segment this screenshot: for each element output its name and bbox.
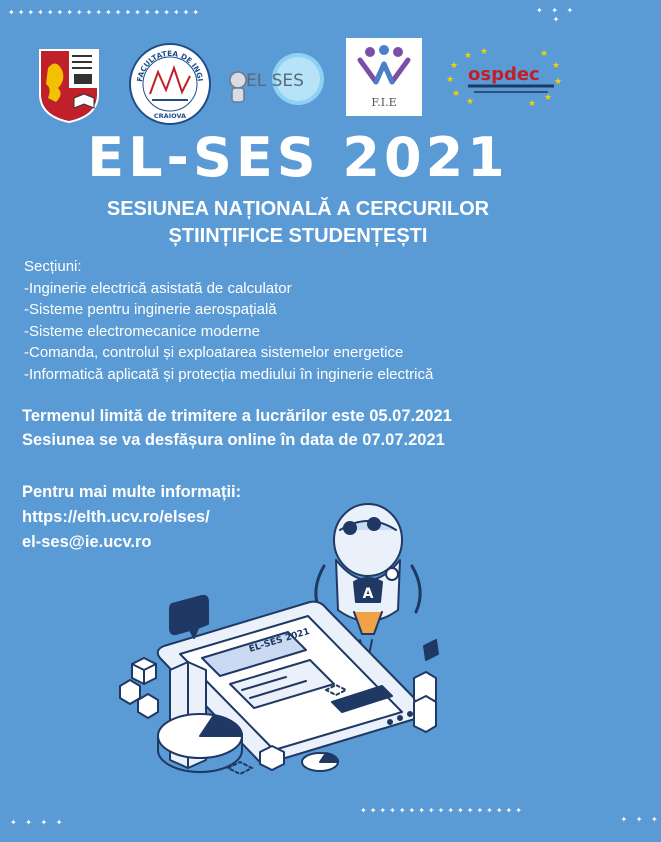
elses-logo [226, 52, 326, 113]
svg-text:★: ★ [528, 98, 537, 108]
section-item: -Informatică aplicată și protecția mediului în inginerie electrică [24, 365, 434, 383]
svg-text:★: ★ [464, 50, 473, 60]
svg-text:★: ★ [544, 92, 553, 102]
fie-logo-text: F.I.E [371, 96, 397, 109]
robot-smartphone-illustration [110, 500, 440, 800]
university-crest-logo [38, 48, 100, 129]
small-pie-icon [302, 753, 338, 771]
faculty-seal-logo [128, 42, 212, 131]
svg-text:★: ★ [446, 74, 455, 84]
faculty-seal-text: FACULTATEA DE INGI [135, 48, 205, 83]
section-item: -Sisteme pentru inginerie aerospațială [24, 301, 277, 318]
phone-label: EL-SES 2021 [247, 626, 312, 655]
sections-list [24, 256, 433, 385]
deadlines-block [22, 404, 452, 452]
sections-heading: Secțiuni: [24, 258, 82, 275]
stars-bottom-left: ✦ ✦ ✦ ✦ [10, 818, 66, 827]
svg-text:★: ★ [452, 88, 461, 98]
ospdec-logo-text: ospdec [468, 64, 540, 85]
svg-text:★: ★ [466, 96, 475, 106]
fie-logo [346, 38, 422, 121]
stars-bottom-right: ✦✦✦✦✦✦✦✦✦✦✦✦✦✦✦✦✦ ✦ ✦ ✦ [360, 806, 661, 824]
ospdec-logo [444, 46, 564, 115]
subtitle-line-1: SESIUNEA NAȚIONALĂ A CERCURILOR [106, 198, 490, 220]
speech-bubble-icon [170, 596, 208, 638]
robot-letter: A [362, 586, 374, 602]
website-link[interactable]: https://elth.ucv.ro/elses/ [22, 508, 210, 526]
svg-text:★: ★ [450, 60, 459, 70]
submission-deadline: Termenul limită de trimitere a lucrărilor este 05.07.2021 [22, 407, 452, 425]
logos-row [0, 38, 596, 124]
section-item: -Comanda, controlul și exploatarea sistemelor energetice [24, 344, 404, 361]
faculty-seal-city: CRAIOVA [153, 112, 187, 120]
info-heading: Pentru mai multe informații: [22, 483, 242, 501]
section-item: -Inginerie electrică asistată de calculator [24, 279, 292, 297]
svg-text:★: ★ [480, 46, 489, 56]
section-item: -Sisteme electromecanice moderne [24, 322, 260, 340]
event-title: EL-SES 2021 [87, 126, 509, 189]
svg-text:★: ★ [540, 48, 549, 58]
elses-logo-text: EL SES [246, 71, 304, 91]
svg-text:★: ★ [554, 76, 563, 86]
session-date: Sesiunea se va desfășura online în data de 07.07.2021 [22, 431, 445, 449]
email-link[interactable]: el-ses@ie.ucv.ro [22, 533, 152, 551]
event-subtitle [0, 196, 596, 250]
svg-text:★: ★ [552, 60, 561, 70]
subtitle-line-2: ȘTIINȚIFICE STUDENȚEȘTI [168, 225, 428, 247]
stars-top-left: ✦✦✦✦✦✦✦✦✦✦✦✦✦✦✦✦✦✦✦✦ [8, 8, 203, 17]
stars-top-right: ✦ ✦ ✦ ✦ [536, 6, 577, 24]
